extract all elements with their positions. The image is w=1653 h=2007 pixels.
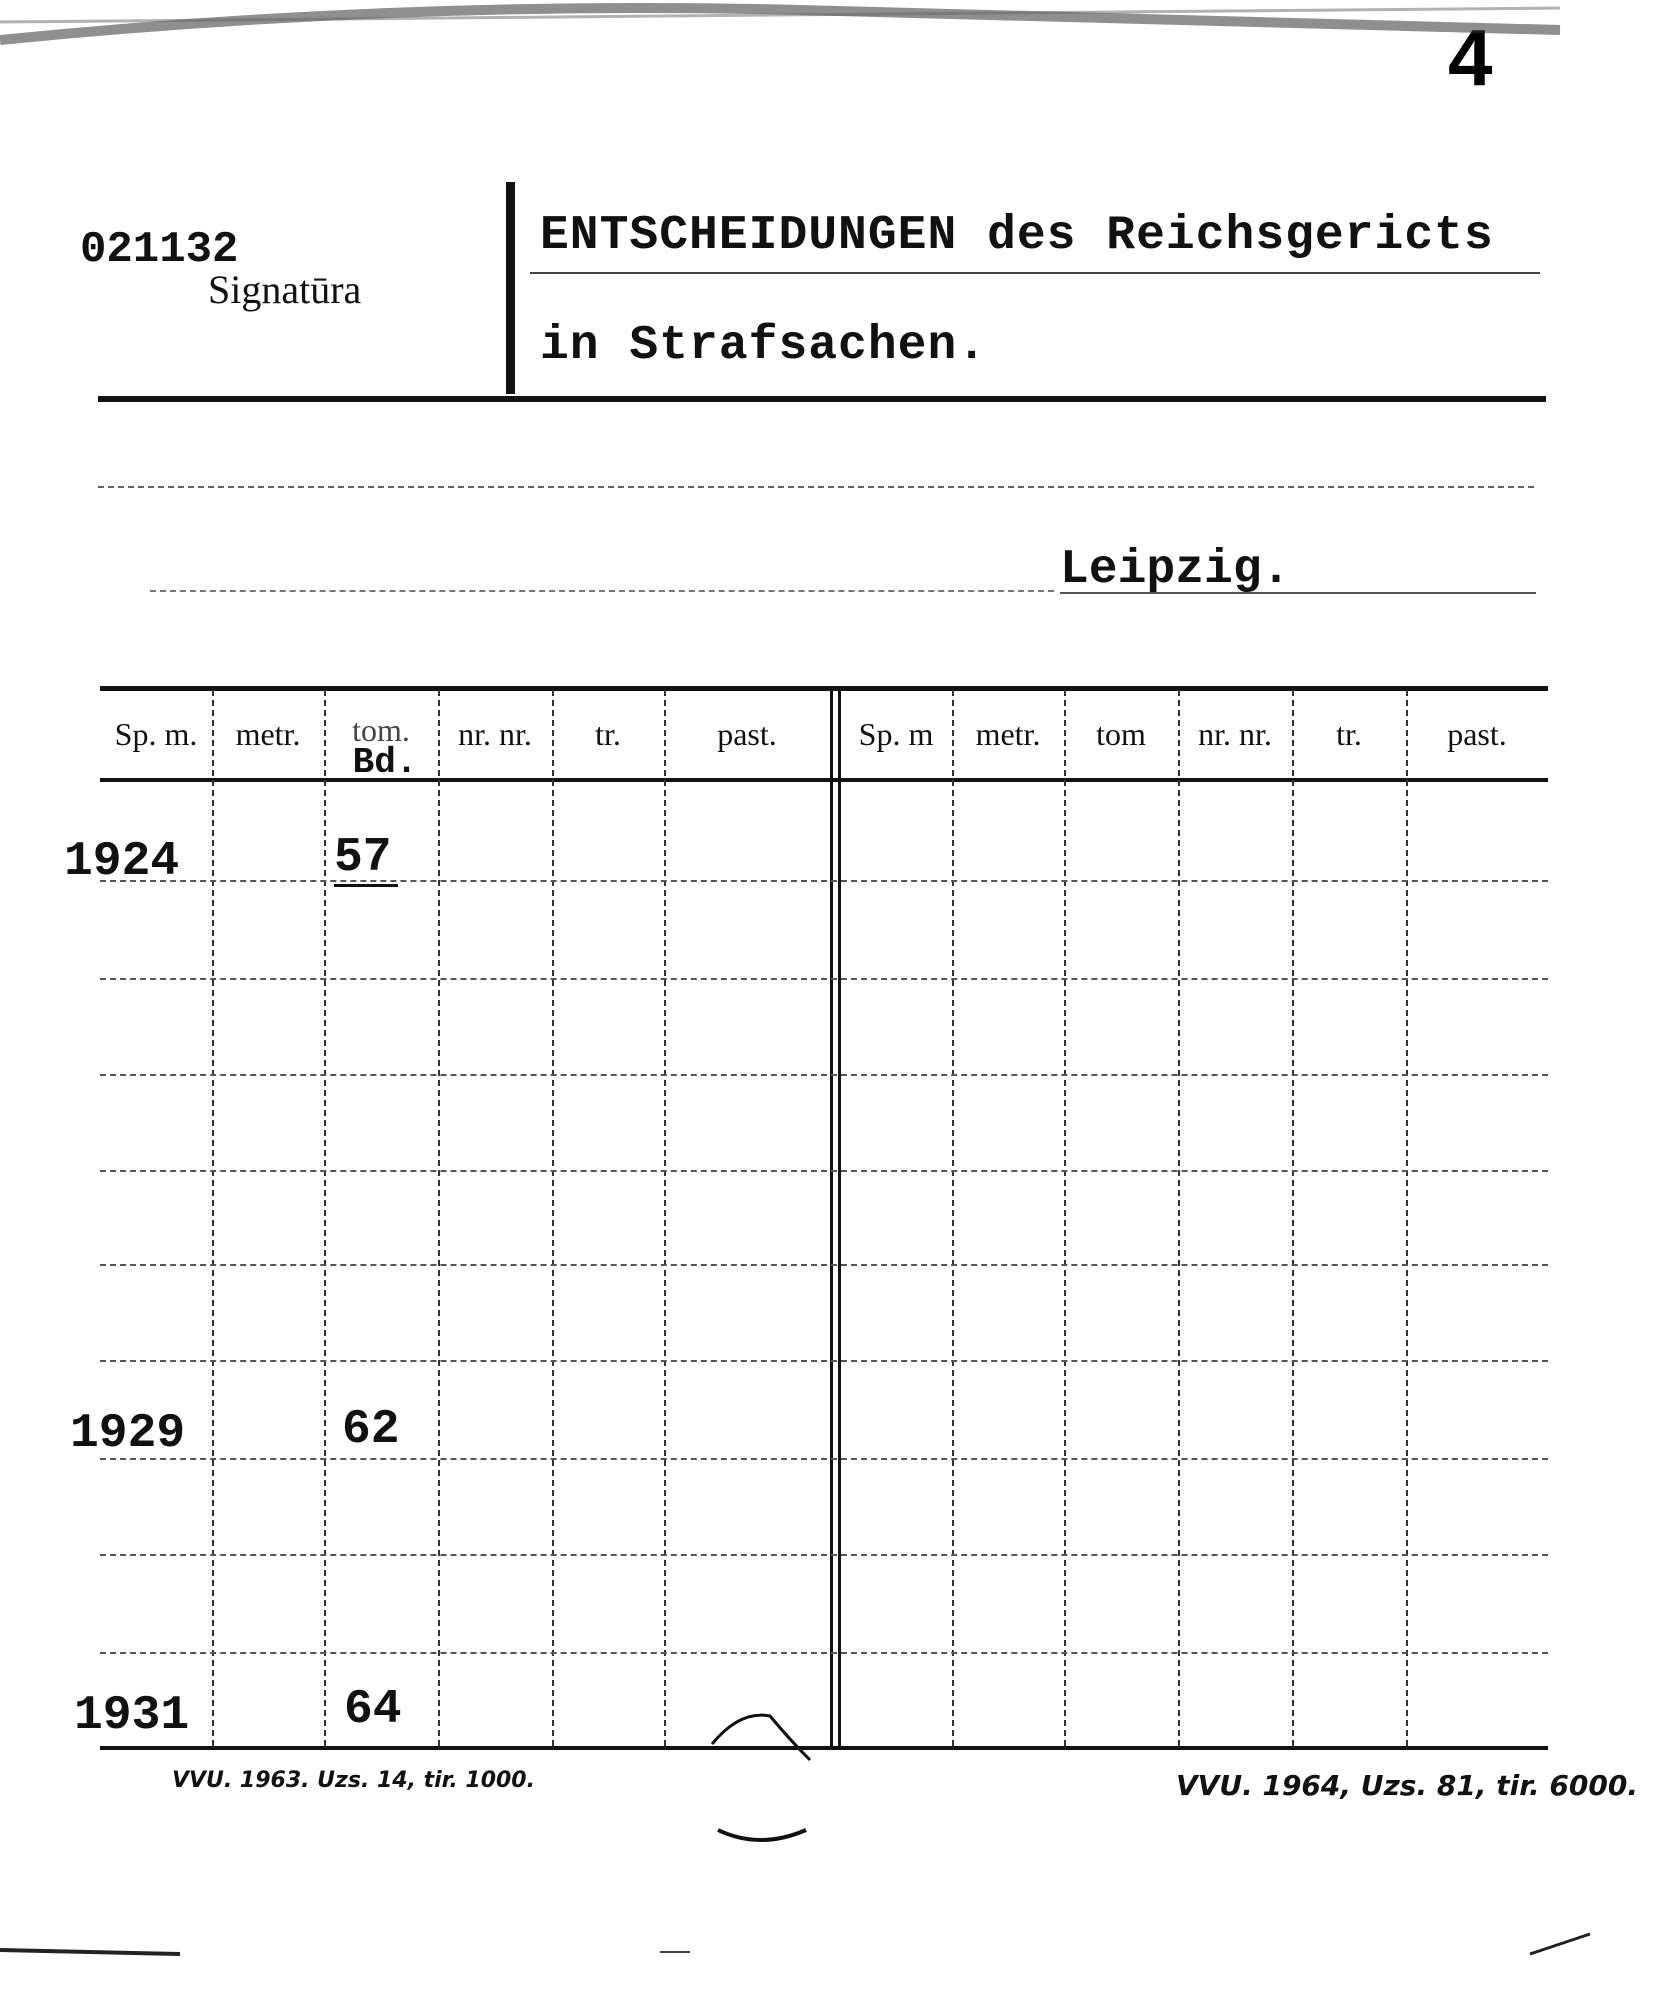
title-line-1: ENTSCHEIDUNGEN des Reichsgericts: [540, 209, 1494, 263]
header-nr-nr-right: nr. nr.: [1198, 716, 1272, 752]
header-bd-overtype: Bd.: [352, 742, 418, 783]
entry-year: 1931: [74, 1689, 190, 1743]
entry-volume: 64: [344, 1683, 402, 1737]
entry-volume: 62: [342, 1403, 400, 1457]
header-sp-m: Sp. m.: [114, 716, 198, 752]
page-number: 4: [1448, 13, 1493, 102]
footnote-right: VVU. 1964, Uzs. 81, tir. 6000.: [1176, 1769, 1638, 1802]
header-sp-m-right: Sp. m: [858, 716, 934, 752]
header-tr-right: tr.: [1336, 716, 1362, 752]
header-metr-right: metr.: [975, 716, 1041, 752]
title-line-2: in Strafsachen.: [540, 319, 988, 373]
signature-label: Signatūra: [208, 267, 362, 312]
footnote-left: VVU. 1963. Uzs. 14, tir. 1000.: [172, 1768, 535, 1793]
header-tom: tom.: [352, 712, 410, 748]
header-tom-right: tom: [1096, 716, 1146, 752]
entry-year: 1929: [70, 1407, 186, 1461]
entry-volume: 57: [334, 831, 392, 885]
header-metr: metr.: [235, 716, 301, 752]
place-of-publication: Leipzig.: [1060, 543, 1291, 597]
header-nr-nr: nr. nr.: [458, 716, 532, 752]
header-past-right: past.: [1447, 716, 1507, 752]
header-past: past.: [717, 716, 777, 752]
signature-number: 021132: [80, 225, 239, 275]
header-tr: tr.: [595, 716, 621, 752]
entry-year: 1924: [64, 835, 180, 889]
